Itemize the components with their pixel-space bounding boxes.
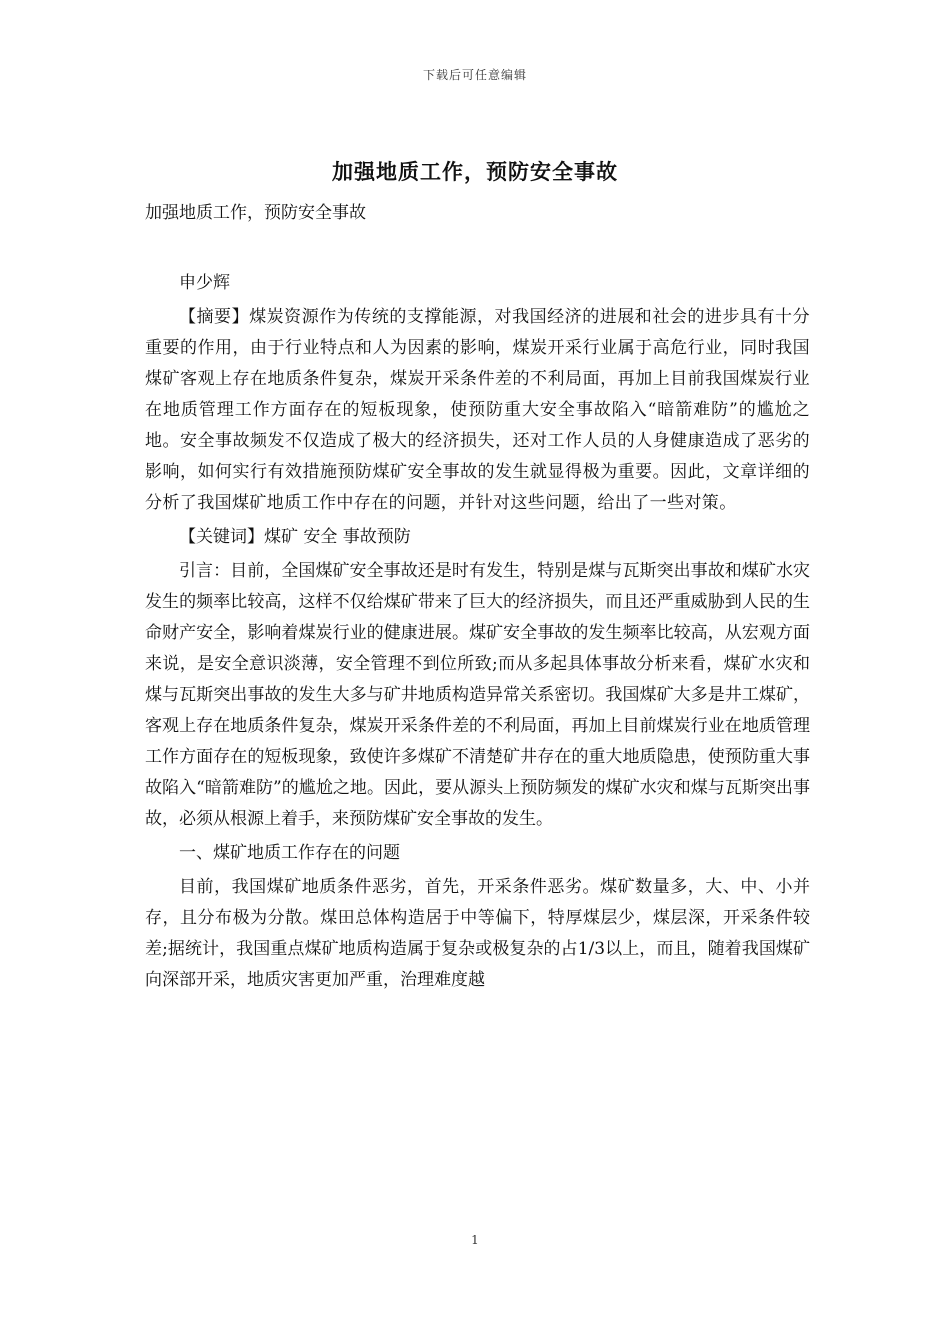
author-name: 申少辉 [179,273,230,293]
section-paragraph: 目前，我国煤矿地质条件恶劣，首先，开采条件恶劣。煤矿数量多，大、中、小并存，且分布极为分散。煤田总体构造居于中等偏下，特厚煤层少，煤层深，开采条件较差;据统计，我国重点煤矿地质构造属于复杂或极复杂的占1/3以上，而且，随着我国煤矿向深部开采，地质灾害更加严重，治理难度越 [145,877,810,990]
section-heading: 一、煤矿地质工作存在的问题 [179,843,400,863]
abstract-paragraph: 【摘要】煤炭资源作为传统的支撑能源，对我国经济的进展和社会的进步具有十分重要的作用，由于行业特点和人为因素的影响，煤炭开采行业属于高危行业，同时我国煤矿客观上存在地质条件复杂，煤炭开采条件差的不利局面，再加上目前我国煤炭行业在地质管理工作方面存在的短板现象，使预防重大安全事故陷入“暗箭难防”的尴尬之地。安全事故频发不仅造成了极大的经济损失，还对工作人员的人身健康造成了恶劣的影响，如何实行有效措施预防煤矿安全事故的发生就显得极为重要。因此，文章详细的分析了我国煤矿地质工作中存在的问题，并针对这些问题，给出了一些对策。 [145,307,810,513]
keywords-paragraph: 【关键词】煤矿 安全 事故预防 [179,527,411,547]
page-number: 1 [471,1233,479,1247]
spacer [145,229,810,268]
document-body [145,198,810,996]
introduction-paragraph: 引言：目前，全国煤矿安全事故还是时有发生，特别是煤与瓦斯突出事故和煤矿水灾发生的频率比较高，这样不仅给煤矿带来了巨大的经济损失，而且还严重威胁到人民的生命财产安全，影响着煤炭行业的健康进展。煤矿安全事故的发生频率比较高，从宏观方面来说，是安全意识淡薄，安全管理不到位所致;而从多起具体事故分析来看，煤矿水灾和煤与瓦斯突出事故的发生大多与矿井地质构造异常关系密切。我国煤矿大多是井工煤矿，客观上存在地质条件复杂，煤炭开采条件差的不利局面，再加上目前煤炭行业在地质管理工作方面存在的短板现象，致使许多煤矿不清楚矿井存在的重大地质隐患，使预防重大事故陷入“暗箭难防”的尴尬之地。因此，要从源头上预防频发的煤矿水灾和煤与瓦斯突出事故，必须从根源上着手，来预防煤矿安全事故的发生。 [145,561,810,829]
header-note: 下载后可任意编辑 [422,68,527,82]
document-subtitle: 加强地质工作，预防安全事故 [145,203,366,223]
document-title: 加强地质工作，预防安全事故 [332,159,618,184]
